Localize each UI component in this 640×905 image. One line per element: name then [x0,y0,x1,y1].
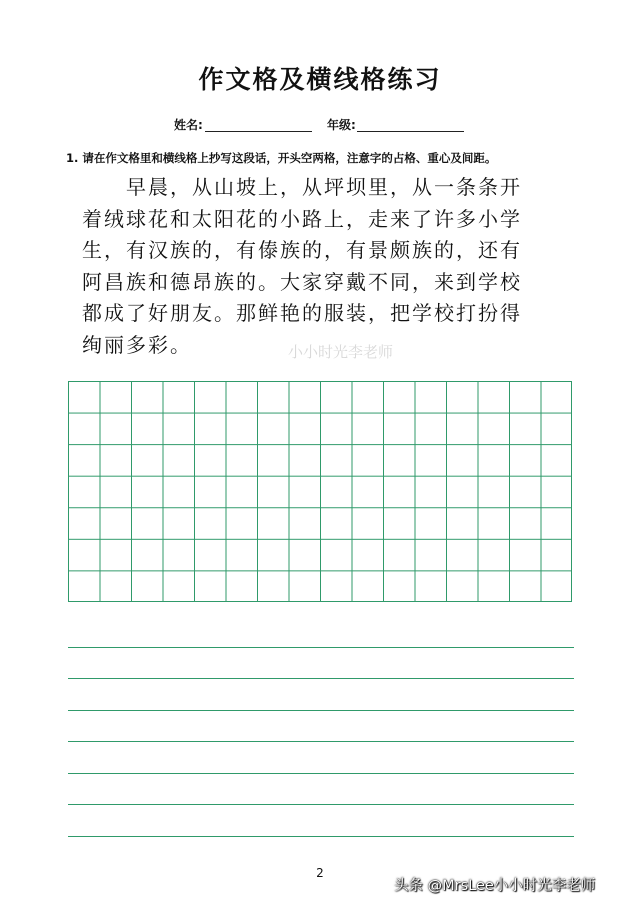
writing-rule-line[interactable] [68,773,574,774]
grade-label: 年级: [327,118,356,132]
instruction-text: 1. 请在作文格里和横线格上抄写这段话，开头空两格，注意字的占格、重心及间距。 [66,151,497,165]
watermark: 小小时光李老师 [288,343,394,361]
page-number: 2 [316,866,324,880]
writing-rule-line[interactable] [68,836,574,837]
passage-line: 阿昌族和德昂族的。大家穿戴不同，来到学校 [82,269,522,294]
grade-field-line[interactable] [357,131,464,132]
composition-grid[interactable] [68,381,572,602]
name-label: 姓名: [174,118,203,132]
writing-rule-line[interactable] [68,678,574,679]
writing-rule-line[interactable] [68,710,574,711]
footer-credit: 头条 @MrsLee小小时光李老师 [394,878,596,894]
name-field-line[interactable] [205,131,312,132]
writing-rule-line[interactable] [68,804,574,805]
writing-rule-line[interactable] [68,741,574,742]
passage-line: 都成了好朋友。那鲜艳的服装，把学校打扮得 [82,301,522,325]
passage-line: 生，有汉族的，有傣族的，有景颇族的，还有 [82,238,522,262]
page-title: 作文格及横线格练习 [198,65,442,94]
passage-line: 绚丽多彩。 [82,332,192,357]
passage-line: 早晨，从山坡上，从坪坝里，从一条条开 [82,175,522,199]
passage-line: 着绒球花和太阳花的小路上，走来了许多小学 [82,206,522,231]
writing-rule-line[interactable] [68,647,574,648]
model-passage [82,172,582,361]
